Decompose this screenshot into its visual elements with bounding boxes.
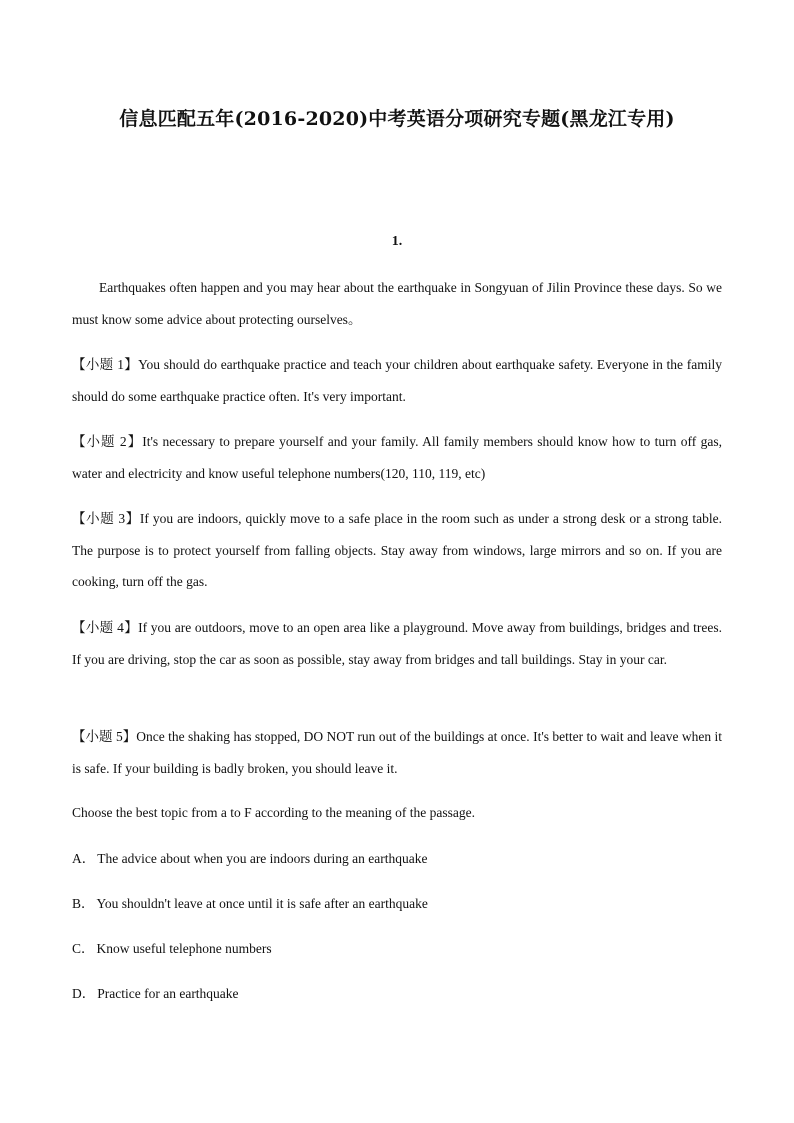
option-letter: A． — [72, 851, 96, 866]
sub-question-5 — [72, 721, 722, 784]
sub-question-text: It's necessary to prepare yourself and your family. All family members should know how to turn off gas, water and electricity and know useful telephone numbers(120, 110, 119, etc) — [72, 434, 723, 481]
sub-question-text: Once the shaking has stopped, DO NOT run out of the buildings at once. It's better to wait and leave when it is safe. If your building is badly broken, you should leave it. — [72, 729, 722, 776]
sub-question-label: 【小题 5】 — [72, 729, 137, 744]
instruction-text: Choose the best topic from a to F according to the meaning of the passage. — [72, 805, 476, 820]
option-letter: D． — [72, 986, 96, 1001]
option-d — [72, 984, 722, 1004]
option-letter: B． — [72, 896, 95, 911]
sub-question-1 — [72, 349, 722, 412]
option-b — [72, 894, 722, 914]
intro-paragraph: Earthquakes often happen and you may hear about the earthquake in Songyuan of Jilin Province these days. So we must know some advice about protecting ourselves。 — [72, 280, 722, 327]
sub-question-label: 【小题 2】 — [72, 434, 143, 449]
option-text: Practice for an earthquake — [97, 986, 239, 1001]
sub-question-label: 【小题 1】 — [72, 357, 139, 372]
sub-question-label: 【小题 4】 — [72, 620, 139, 635]
option-a — [72, 849, 722, 869]
option-text: The advice about when you are indoors during an earthquake — [97, 851, 428, 866]
option-letter: C． — [72, 941, 95, 956]
document-title: 信息匹配五年(2016-2020)中考英语分项研究专题(黑龙江专用) — [119, 108, 675, 130]
option-text: You shouldn't leave at once until it is safe after an earthquake — [96, 896, 428, 911]
sub-question-text: You should do earthquake practice and teach your children about earthquake safety. Everyone in the family should do some earthquake practice often. It's very important. — [72, 357, 723, 404]
sub-question-2 — [72, 426, 722, 489]
question-number: 1. — [391, 234, 403, 249]
option-c — [72, 939, 722, 959]
sub-question-text: If you are outdoors, move to an open area like a playground. Move away from buildings, bridges and trees. If you are driving, stop the car as soon as possible, stay away from bridges and tall buildings. Stay in your car. — [72, 620, 723, 667]
sub-question-label: 【小题 3】 — [72, 511, 140, 526]
sub-question-4 — [72, 612, 722, 675]
sub-question-3 — [72, 503, 722, 598]
option-text: Know useful telephone numbers — [96, 941, 272, 956]
sub-question-text: If you are indoors, quickly move to a safe place in the room such as under a strong desk or a strong table. The purpose is to protect yourself from falling objects. Stay away from windows, large mirrors and so on. If you are cooking, turn off the gas. — [72, 511, 723, 589]
